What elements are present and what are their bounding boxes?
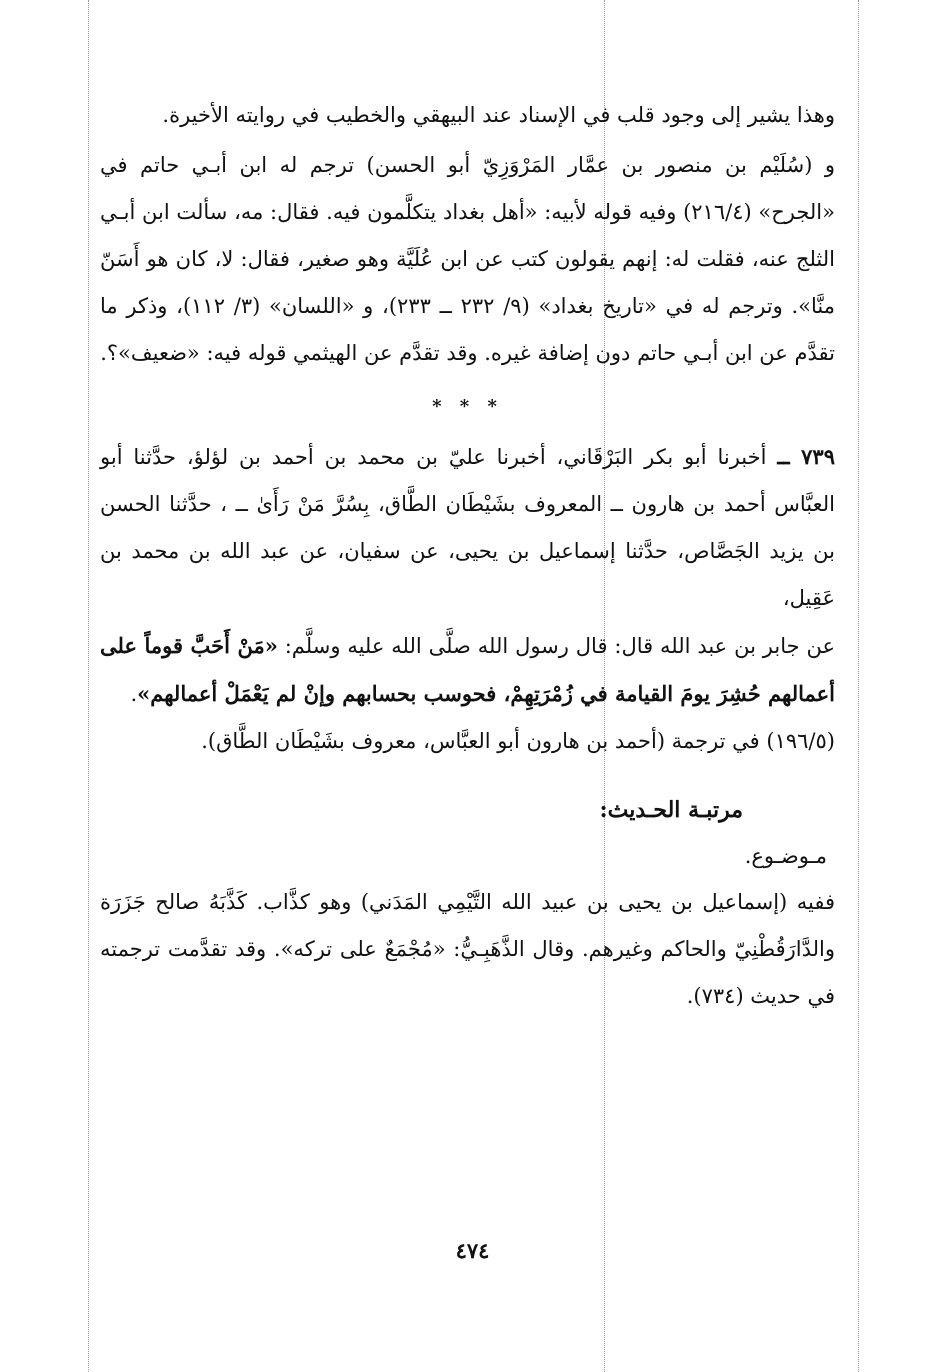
paragraph-source-reference: (١٩٦/٥) في ترجمة (أحمد بن هارون أبو العبَّاس، معروف بشَيْطَان الطَّاق). xyxy=(201,729,835,753)
page-body xyxy=(100,92,835,1020)
paragraph-reversal-note: وهذا يشير إلى وجود قلب في الإسناد عند البيهقي والخطيب في روايته الأخيرة. xyxy=(162,103,835,127)
isnad-text: أخبرنا أبو بكر البَرْقَاني، أخبرنا عليّ بن محمد بن أحمد بن لؤلؤ، حدَّثنا أبو العبَّاس أحمد بن هارون ــ المعروف بشَيْطَان الطَّاق، بِسُرَّ مَنْ رَأَىٰ ــ ، حدَّثنا الحسن بن يزيد الجَصَّاص، حدَّثنا إسماعيل بن يحيى، عن سفيان، عن عبد الله بن محمد بن عَقِيل، xyxy=(100,445,835,610)
paragraph-isnad xyxy=(100,433,835,622)
margin-guide-right xyxy=(858,0,859,1372)
hadith-number: ٧٣٩ ــ xyxy=(777,444,835,469)
matn-intro: عن جابر بن عبد الله قال: قال رسول الله صلَّى الله عليه وسلَّم: xyxy=(277,634,835,658)
paragraph-narrator-biography: و (سُلَيْم بن منصور بن عمَّار المَرْوَزِيّ أبو الحسن) ترجم له ابن أبـي حاتم في «الجرح» (٢١٦/٤) وفيه قوله لأبيه: «أهل بغداد يتكلَّمون فيه. فقال: مه، سألت ابن أبـي الثلج عنه، فقلت له: إنهم يقولون كتب عن ابن عُلَيَّة وهو صغير، فقال: لا، كان هو أَسَنّ منَّا». وترجم له في «تاريخ بغداد» (٩/ ٢٣٢ ــ ٢٣٣)، و «اللسان» (٣/ ١١٢)، وذكر ما تقدَّم عن ابن أبـي حاتم دون إضافة غيره. وقد تقدَّم عن الهيثمي قوله فيه: «ضعيف»؟. xyxy=(100,153,836,365)
margin-guide-left xyxy=(88,0,89,1372)
hadith-grade: مـوضـوع. xyxy=(744,844,827,868)
paragraph-matn xyxy=(100,622,835,718)
matn-end: . xyxy=(130,682,138,706)
section-heading-grade: مرتبـة الحـديث: xyxy=(599,797,743,823)
section-separator: * * * xyxy=(432,396,503,417)
paragraph-grade-explanation: ففيه (إسماعيل بن يحيى بن عبيد الله التَّيْمِي المَدَني) وهو كذَّاب. كَذَّبَهُ صالح جَزَرَة والدَّارَقُطْنِيّ والحاكم وغيرهم. وقال الذَّهَبِـيُّ: «مُجْمَعٌ على تركه». وقد تقدَّمت ترجمته في حديث (٧٣٤). xyxy=(100,890,835,1008)
hadith-text: «مَنْ أَحَبَّ قوماً على أعمالهم حُشِرَ يومَ القيامة في زُمْرَتِهِمْ، فحوسب بحسابهم وإنْ لم يَعْمَلْ أعمالهم» xyxy=(100,633,835,706)
page-number: ٤٧٤ xyxy=(455,1238,490,1263)
